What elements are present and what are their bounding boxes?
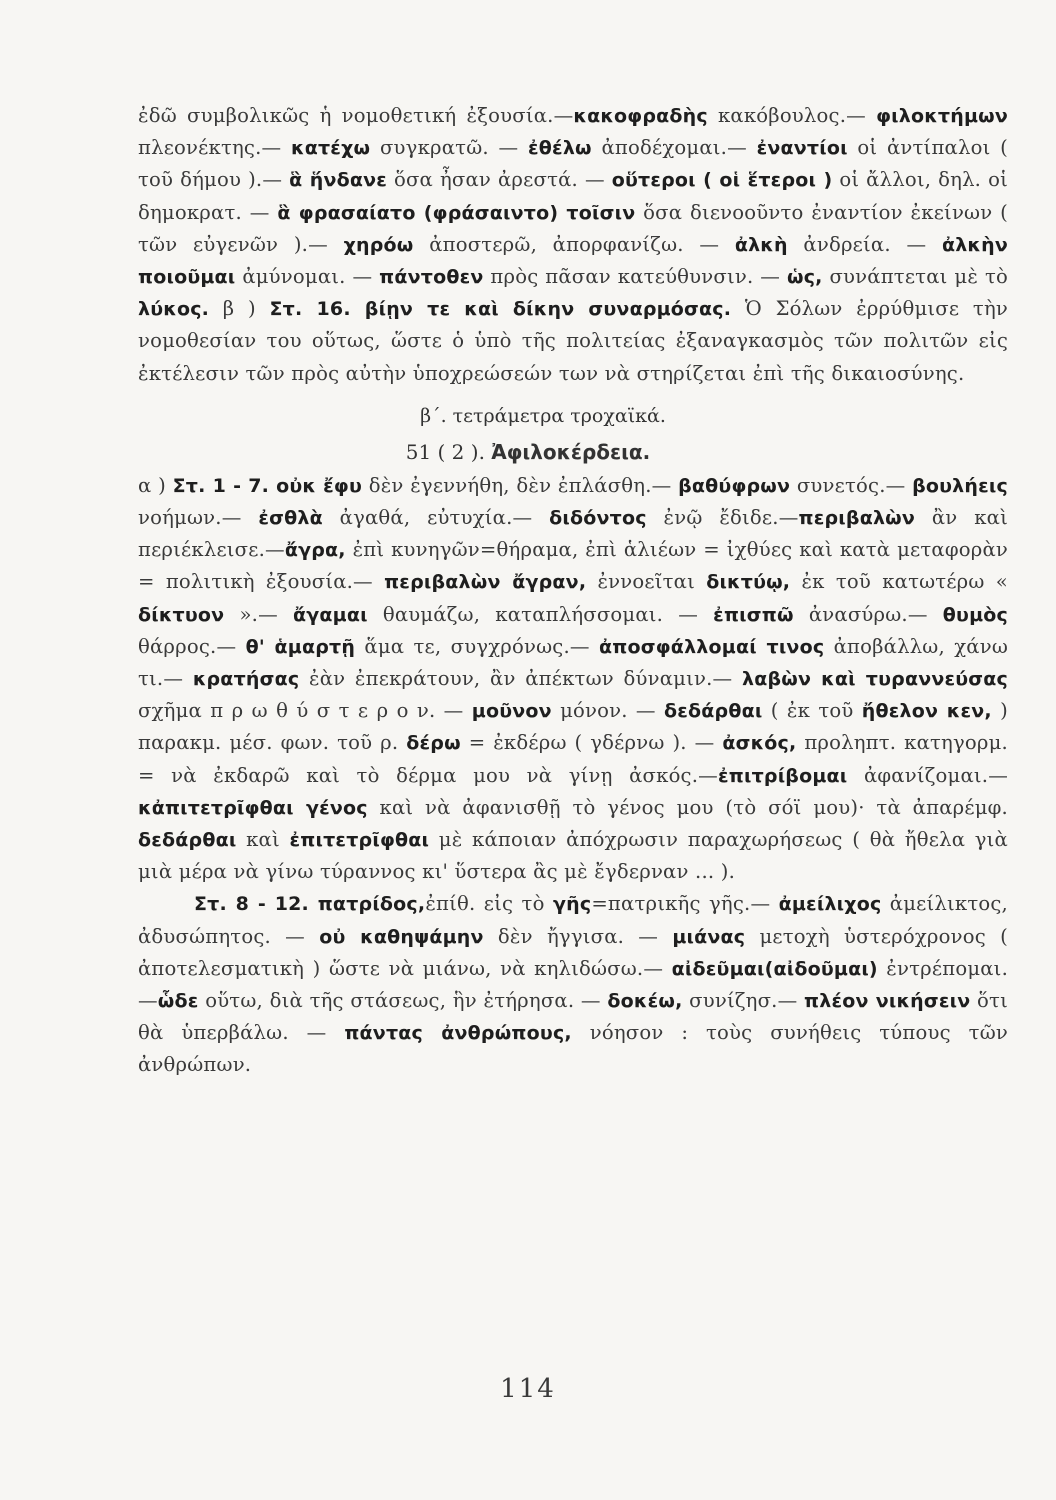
gloss-text: ἐδῶ συμβολικῶς ἡ νομοθετική ἐξουσία.—	[138, 104, 574, 127]
term: οὕτεροι ( οἱ ἕτεροι )	[611, 169, 833, 192]
gloss-text: συγκρατῶ. —	[370, 136, 529, 160]
gloss-text: ἀποστερῶ, ἀπορφανίζω. —	[413, 232, 735, 256]
gloss-text: ἐπίθ. εἰς τὸ	[425, 892, 553, 916]
gloss-text: νόησον : τοὺς συνήθεις τύπους τῶν ἀνθρώπων.	[138, 1021, 1008, 1077]
poem-heading	[138, 434, 1008, 470]
gloss-text: ἀνδρεία. —	[787, 232, 942, 256]
term: ἐναντίοι	[756, 137, 848, 160]
gloss-text: ἀμύνομαι. —	[235, 265, 380, 289]
gloss-text: μετοχὴ ὑστερόχρονος ( ἀποτελεσματικὴ ) ὥστε νὰ μιάνω, νὰ κηλιδώσω.—	[138, 924, 1008, 980]
term: ἐπισπῶ	[713, 603, 794, 626]
term: ὡς,	[786, 266, 823, 289]
term: Στ. 1 - 7. οὐκ ἔφυ	[172, 474, 363, 497]
term: ἀσκός,	[722, 732, 797, 755]
gloss-text: μόνον. —	[551, 699, 665, 723]
term: ἀλκὴ	[734, 233, 788, 256]
term: ἐπιτρίβομαι	[717, 764, 848, 787]
term: βαθύφρων	[678, 474, 791, 497]
gloss-text: ὅσα διενοοῦντο ἐναντίον ἐκείνων ( τῶν εὐγενῶν ).—	[138, 200, 1008, 256]
term: δεδάρθαι	[664, 700, 763, 723]
gloss-text: ἐπὶ κυνηγῶν=θήραμα, ἐπὶ ἁλιέων = ἰχθύες καὶ κατὰ μεταφορὰν = πολιτικὴ ἐξουσία.—	[138, 538, 1008, 594]
gloss-text: συνίζησ.—	[682, 989, 805, 1013]
gloss-text: Ὁ Σόλων ἐρρύθμισε τὴν νομοθεσίαν του οὕτως, ὥστε ὁ ὑπὸ τῆς πολιτείας ἐξαναγκασμὸς τῶν πολιτῶν εἰς ἐκτέλεσιν τῶν πρὸς αὐτὴν ὑποχρεώσεών των νὰ στηρίζεται ἐπὶ τῆς δικαιοσύνης.	[138, 297, 1008, 385]
term: θ' ἁμαρτῇ	[245, 635, 356, 658]
term: Στ. 16. βίῃν τε καὶ δίκην συναρμόσας.	[269, 298, 732, 321]
term: ἃ φρασαίατο (φράσαιντο) τοῖσιν	[277, 201, 636, 224]
gloss-text: προληπτ. κατηγορμ. = νὰ ἐκδαρῶ καὶ τὸ δέρμα μου νὰ γίνῃ ἀσκός.—	[138, 731, 1008, 787]
gloss-text: ἀνασύρω.—	[793, 602, 943, 626]
gloss-text: ἅμα τε, συγχρόνως.—	[355, 634, 600, 658]
gloss-text: ».—	[224, 602, 293, 626]
commentary-paragraph-3	[138, 888, 1008, 1081]
text-block	[138, 100, 1008, 1082]
term: μιάνας	[672, 925, 746, 948]
term: ἀμείλιχος	[778, 893, 882, 916]
commentary-paragraph-1	[138, 100, 1008, 390]
gloss-text: ἐντρέπομαι.—	[138, 956, 1008, 1013]
term: Στ. 8 - 12. πατρίδος,	[194, 893, 426, 916]
gloss-text: καὶ νὰ ἀφανισθῇ τὸ γένος μου (τὸ σόϊ μου)· τὰ ἀπαρέμφ.	[367, 795, 1008, 819]
poem-title: Ἀφιλοκέρδεια.	[491, 439, 651, 464]
gloss-text: ἐκ τοῦ κατωτέρω «	[790, 570, 1008, 594]
gloss-text: δὲν ἐγεννήθη, δὲν ἐπλάσθη.—	[362, 473, 679, 497]
gloss-text: ἀποδέχομαι.—	[591, 136, 757, 160]
term: χηρόω	[343, 233, 414, 256]
term: περιβαλὼν	[798, 507, 916, 530]
gloss-text: ἀφανίζομαι.—	[847, 763, 1009, 787]
section-heading: β΄. τετράμετρα τροχαϊκά.	[420, 404, 666, 427]
gloss-text: συνετός.—	[790, 473, 913, 497]
term: κρατήσας	[192, 668, 300, 691]
term: κακοφραδὴς	[573, 105, 708, 127]
term: αἰδεῦμαι(αἰδοῦμαι)	[671, 957, 878, 980]
term: φιλοκτήμων	[876, 105, 1008, 127]
term: οὐ καθηψάμην	[319, 925, 484, 948]
term: ἐσθλὰ	[258, 507, 323, 530]
gloss-text: οἱ ἀντίπαλοι ( τοῦ δήμου ).—	[138, 136, 1008, 192]
gloss-text: πρὸς πᾶσαν κατεύθυνσιν. —	[483, 265, 787, 289]
gloss-text: ὅσα ἦσαν ἀρεστά. —	[387, 168, 612, 192]
gloss-text: ἀμείλικτος, ἀδυσώπητος. —	[138, 892, 1008, 948]
term: πάντας ἀνθρώπους,	[344, 1022, 572, 1045]
term: δέρω	[406, 732, 461, 755]
gloss-text: δὲν ἤγγισα. —	[483, 924, 673, 948]
gloss-text: νοήμων.—	[138, 506, 259, 530]
gloss-text: ἀποβάλλω, χάνω τι.—	[138, 634, 1009, 691]
gloss-text: θαυμάζω, καταπλήσσομαι. —	[367, 602, 714, 626]
gloss-text: =πατρικῆς γῆς.—	[591, 892, 779, 916]
term: ἀποσφάλλομαί τινος	[599, 635, 825, 658]
term: διδόντος	[549, 507, 647, 530]
gloss-text: = ἐκδέρω ( γδέρνω ). —	[460, 731, 723, 755]
poem-number: 51 ( 2 ).	[405, 439, 485, 464]
term: δοκέω,	[607, 990, 683, 1013]
term: λύκος.	[138, 298, 210, 321]
term: πάντοθεν	[379, 266, 484, 289]
page-number: 114	[500, 1374, 556, 1404]
term: κατέχω	[291, 137, 371, 160]
term: βουλήεις	[912, 474, 1008, 497]
gloss-text: οὕτω, διὰ τῆς στάσεως, ἣν ἐτήρησα. —	[198, 989, 608, 1013]
term: ἤθελον κεν,	[861, 700, 992, 723]
gloss-text: ) παρακμ. μέσ. φων. τοῦ ρ.	[138, 699, 1008, 755]
term: ἄγρα,	[284, 539, 346, 562]
gloss-text: ἐννοεῖται	[586, 570, 707, 594]
gloss-text: οἱ ἄλλοι, δηλ. οἱ δημοκρατ. —	[138, 168, 1008, 224]
term: ὧδε	[157, 990, 199, 1013]
term: δεδάρθαι	[138, 829, 237, 852]
gloss-text: κακόβουλος.—	[707, 104, 877, 127]
gloss-text: θάρρος.—	[138, 634, 246, 658]
gloss-text: β )	[209, 297, 270, 321]
gloss-text: ἐὰν ἐπεκράτουν, ἂν ἀπέκτων δύναμιν.—	[299, 667, 742, 691]
term: ἄγαμαι	[293, 603, 368, 626]
gloss-text: μὲ κάποιαν ἀπόχρωσιν παραχωρήσεως ( θὰ ἤθελα γιὰ μιὰ μέρα νὰ γίνω τύραννος κι' ὕστερα ἂς μὲ ἔγδερναν ... ).	[138, 828, 1008, 884]
term: περιβαλὼν ἄγραν,	[384, 571, 587, 594]
gloss-text: καὶ	[236, 828, 290, 852]
term: δικτύῳ,	[706, 571, 791, 594]
term: ἐπιτετρῖφθαι	[289, 829, 430, 852]
term: δίκτυον	[138, 603, 225, 626]
gloss-text: ὅτι θὰ ὑπερβάλω. —	[138, 989, 1008, 1045]
term: θυμὸς	[942, 603, 1008, 626]
term: πλέον νικήσειν	[804, 990, 971, 1013]
gloss-text: ( ἐκ τοῦ	[762, 699, 862, 723]
term: ἀλκὴν ποιοῦμαι	[138, 233, 1008, 289]
gloss-text: ἂν καὶ περιέκλεισε.—	[138, 506, 1008, 562]
term: ἃ ἥνδανε	[289, 169, 388, 192]
gloss-text: πλεονέκτης.—	[138, 136, 292, 160]
term: κἀπιτετρῖφθαι γένος	[138, 796, 368, 819]
gloss-text: συνάπτεται μὲ τὸ	[822, 265, 1009, 289]
gloss-text: ἐνῷ ἔδιδε.—	[646, 506, 799, 530]
term: μοῦνον	[471, 700, 552, 723]
term: γῆς	[552, 893, 592, 916]
gloss-text: α )	[138, 473, 173, 497]
commentary-paragraph-2	[138, 470, 1008, 889]
gloss-text: σχῆμα π ρ ω θ ύ σ τ ε ρ ο ν. —	[138, 699, 472, 723]
gloss-text: ἀγαθά, εὐτυχία.—	[322, 506, 550, 530]
term: λαβὼν καὶ τυραννεύσας	[742, 668, 1009, 691]
term: ἐθέλω	[528, 137, 592, 160]
